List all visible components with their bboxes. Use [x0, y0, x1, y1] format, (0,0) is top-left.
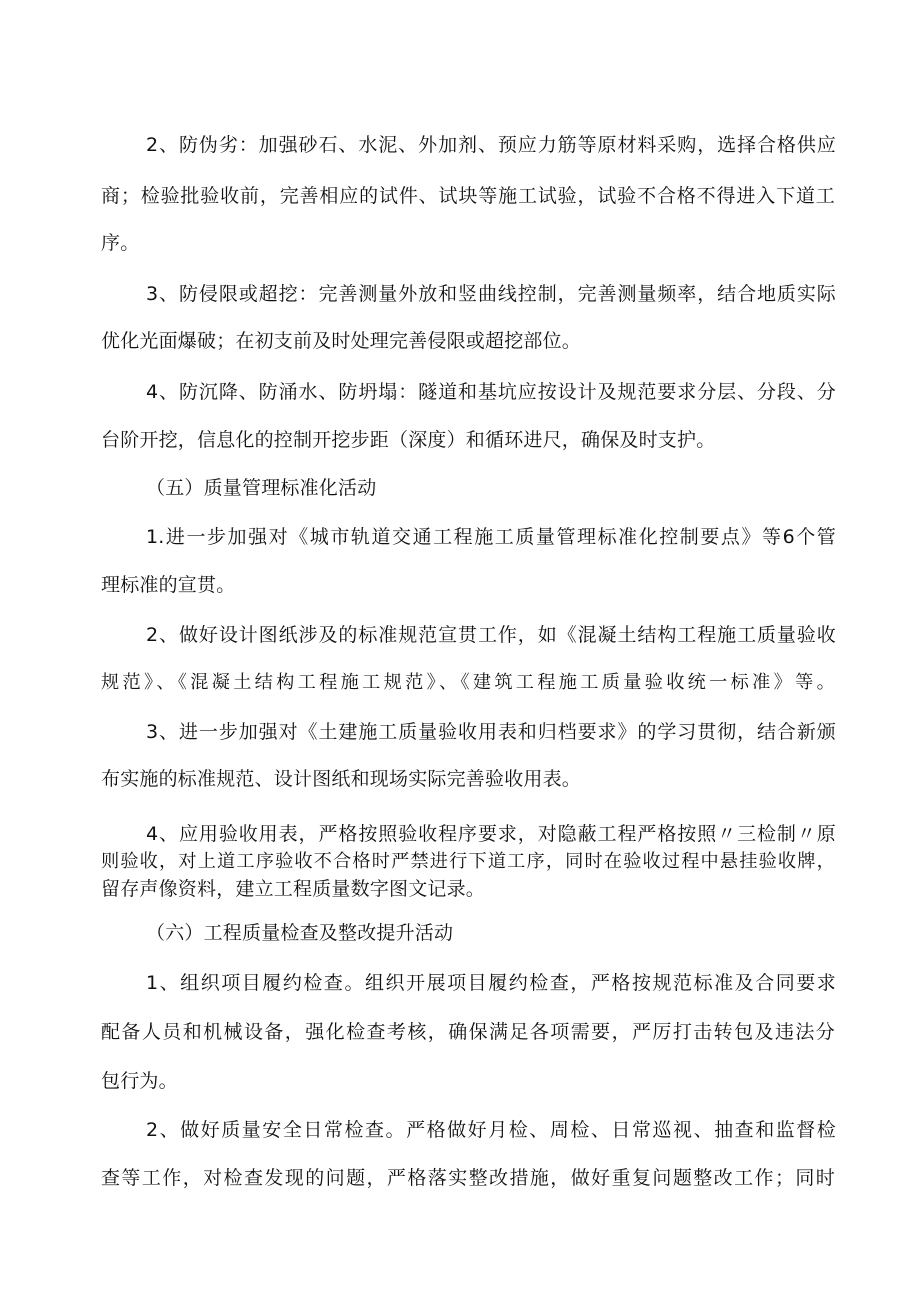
paragraph-line: 2、做好设计图纸涉及的标准规范宣贯工作，如《混凝土结构工程施工质量验收 — [146, 624, 836, 646]
paragraph-line: 1、组织项目履约检查。组织开展项目履约检查，严格按规范标准及合同要求 — [146, 972, 836, 994]
paragraph-line: 则验收，对上道工序验收不合格时严禁进行下道工序，同时在验收过程中悬挂验收牌， — [101, 851, 835, 872]
paragraph-line: 4、防沉降、防涌水、防坍塌：隧道和基坑应按设计及规范要求分层、分段、分 — [146, 381, 836, 403]
paragraph-line: 3、防侵限或超挖：完善测量外放和竖曲线控制，完善测量频率，结合地质实际 — [146, 283, 836, 305]
paragraph-line: 2、防伪劣：加强砂石、水泥、外加剂、预应力筋等原材料采购，选择合格供应 — [146, 134, 836, 156]
paragraph-line: 1.进一步加强对《城市轨道交通工程施工质量管理标准化控制要点》等6个管 — [146, 526, 836, 548]
paragraph-line: 商；检验批验收前，完善相应的试件、试块等施工试验，试验不合格不得进入下道工 — [101, 185, 835, 207]
paragraph-line: 规范》、《混凝土结构工程施工规范》、《建筑工程施工质量验收统一标准》等。 — [101, 672, 835, 693]
paragraph-line: 布实施的标准规范、设计图纸和现场实际完善验收用表。 — [101, 768, 582, 790]
paragraph-line: 留存声像资料，建立工程质量数字图文记录。 — [101, 878, 486, 900]
paragraph-line: 查等工作，对检查发现的问题，严格落实整改措施，做好重复问题整改工作；同时 — [101, 1167, 835, 1189]
paragraph-line: 配备人员和机械设备，强化检查考核，确保满足各项需要，严厉打击转包及违法分 — [101, 1021, 835, 1043]
paragraph-line: 4、应用验收用表，严格按照验收程序要求，对隐蔽工程严格按照〃三检制〃原 — [146, 823, 836, 845]
paragraph-line: 2、做好质量安全日常检查。严格做好月检、周检、日常巡视、抽查和监督检 — [146, 1119, 836, 1141]
paragraph-line: 包行为。 — [101, 1070, 178, 1092]
paragraph-line: 3、进一步加强对《土建施工质量验收用表和归档要求》的学习贯彻，结合新颁 — [146, 721, 836, 743]
paragraph-line: 台阶开挖，信息化的控制开挖步距（深度）和循环进尺，确保及时支护。 — [101, 429, 716, 451]
paragraph-line: 理标准的宣贯。 — [101, 574, 236, 596]
section-heading: （五）质量管理标准化活动 — [146, 477, 377, 499]
paragraph-line: 序。 — [101, 232, 140, 254]
section-heading: （六）工程质量检查及整改提升活动 — [146, 922, 454, 944]
paragraph-line: 优化光面爆破；在初支前及时处理完善侵限或超挖部位。 — [101, 330, 582, 352]
